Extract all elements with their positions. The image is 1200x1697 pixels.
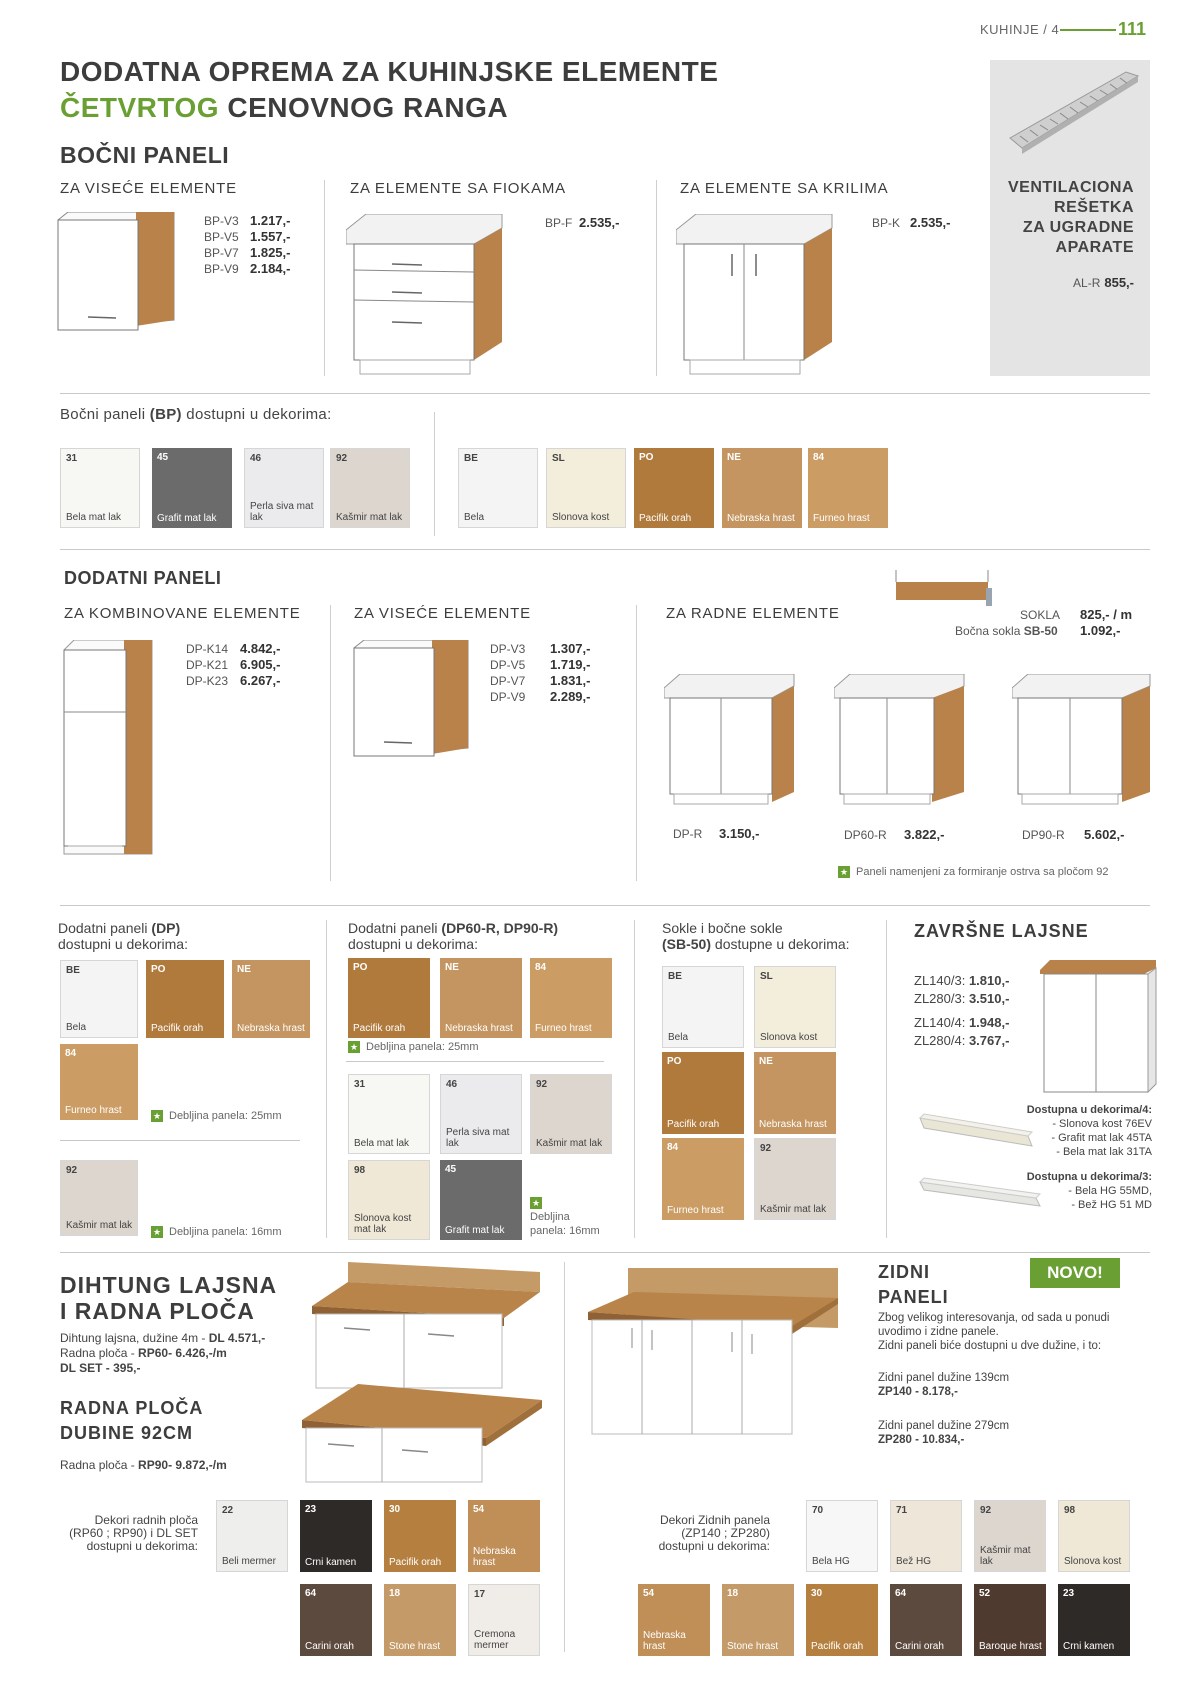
rp90-text: Radna ploča - RP90- 9.872,-/m	[60, 1458, 227, 1472]
bocni-hang-prices	[204, 213, 290, 277]
decor-code: 92	[66, 1165, 78, 1176]
decor-swatch	[384, 1584, 456, 1656]
decor-swatch	[890, 1500, 962, 1572]
decor-code: 31	[354, 1079, 366, 1090]
decor-swatch	[60, 448, 140, 528]
vent-title: VENTILACIONA REŠETKA ZA UGRADNE APARATE	[1008, 179, 1134, 256]
divider	[564, 1262, 565, 1652]
decor-name: Furneo hrast	[535, 1023, 592, 1034]
decor-swatch	[634, 448, 714, 528]
decor-name: Slonova kost mat lak	[354, 1213, 412, 1235]
decor-name: Slonova kost	[552, 512, 610, 523]
divider	[60, 393, 1150, 394]
decor-swatch	[468, 1500, 540, 1572]
decor-swatch	[638, 1584, 710, 1656]
decor-code: 45	[157, 452, 169, 463]
decor-swatch	[244, 448, 324, 528]
decor-code: BE	[464, 453, 478, 464]
decor-name: Bež HG	[896, 1556, 932, 1567]
drawer-cabinet-illustration	[346, 214, 506, 379]
decor-swatch	[974, 1500, 1046, 1572]
decor-code: PO	[151, 964, 166, 975]
decor-swatch	[662, 1138, 744, 1220]
decor-name: Bela HG	[812, 1556, 850, 1567]
dihtung-text: Dihtung lajsna, dužine 4m - DL 4.571,- Radna ploča - RP60- 6.426,-/m DL SET - 395,-	[60, 1331, 266, 1375]
plinth-illustration	[892, 570, 996, 610]
work-cabinet-dp60-r	[834, 674, 970, 810]
bocni-title: BOČNI PANELI	[60, 142, 230, 168]
decor-swatch	[754, 1052, 836, 1134]
divider	[656, 180, 657, 376]
decor-name: Bela	[464, 512, 485, 523]
price-row: DP90-R 5.602,-	[1022, 827, 1125, 842]
decor-code: 22	[222, 1505, 234, 1516]
decor-name: Bela	[668, 1032, 689, 1043]
divider	[636, 605, 637, 881]
decor-code: 98	[354, 1165, 366, 1176]
rp90-title: RADNA PLOČA DUBINE 92CM	[60, 1398, 204, 1443]
decor-swatch	[216, 1500, 288, 1572]
section-label: KUHINJE / 4	[980, 22, 1060, 37]
vent-grille-illustration	[1006, 64, 1142, 164]
zp-decor-label: Dekori Zidnih panela (ZP140 ; ZP280) dostupni u dekorima:	[658, 1513, 770, 1553]
work-cabinet-dp-r	[664, 674, 800, 810]
decor-code: NE	[759, 1056, 773, 1067]
decor-swatch	[1058, 1500, 1130, 1572]
zidni-title: ZIDNI PANELI	[878, 1262, 949, 1307]
decor-name: Cremona mermer	[474, 1629, 516, 1651]
vent-price: AL-R 855,-	[1073, 275, 1134, 290]
decor-swatch	[60, 960, 138, 1038]
bocni-drawers-title: ZA ELEMENTE SA FIOKAMA	[350, 180, 566, 197]
decor-code: 92	[980, 1505, 992, 1516]
divider	[434, 412, 435, 536]
decor-code: PO	[667, 1056, 682, 1067]
bocni-hang-title: ZA VISEĆE ELEMENTE	[60, 180, 237, 197]
decor-swatch	[232, 960, 310, 1038]
price-row: ZL280/4: 3.767,-	[914, 1033, 1010, 1048]
decor-name: Pacifik orah	[639, 513, 692, 524]
work-cabinet-dp90-r	[1012, 674, 1152, 810]
decor-name: Pacifik orah	[811, 1641, 864, 1652]
decor-code: BE	[66, 965, 80, 976]
decor-name: Nebraska hrast	[473, 1546, 516, 1568]
title-line-2: ČETVRTOG CENOVNOG RANGA	[60, 92, 509, 123]
decor-code: BE	[668, 971, 682, 982]
decor-name: Kašmir mat lak	[66, 1220, 133, 1231]
price-row: DP60-R 3.822,-	[844, 827, 945, 842]
decor-swatch	[458, 448, 538, 528]
divider	[634, 920, 635, 1238]
decor-swatch	[754, 966, 836, 1048]
price-row: DP-K14 4.842,-	[186, 641, 281, 656]
divider	[60, 905, 1150, 906]
star-icon: ★	[839, 867, 849, 878]
decor-swatch	[146, 960, 224, 1038]
decor-name: Kašmir mat lak	[980, 1545, 1031, 1567]
decor-swatch	[662, 1052, 744, 1134]
decor-name: Bela	[66, 1022, 87, 1033]
decor-code: 52	[979, 1588, 991, 1599]
decor-swatch	[330, 448, 410, 528]
rp-decor-label: Dekori radnih ploča (RP60 ; RP90) i DL SET dostupni u dekorima:	[69, 1513, 198, 1553]
decor-name: Perla siva mat lak	[250, 501, 314, 523]
decor-swatch	[384, 1500, 456, 1572]
decor-swatch	[152, 448, 232, 528]
decor-name: Carini orah	[895, 1641, 944, 1652]
side-sokla-label: Bočna sokla SB-50	[955, 624, 1058, 638]
decor-name: Grafit mat lak	[445, 1225, 505, 1236]
decor-swatch	[60, 1044, 138, 1120]
decor-swatch	[806, 1500, 878, 1572]
door-cabinet-illustration	[676, 214, 836, 379]
work-note: ★ Paneli namenjeni za formiranje ostrva sa pločom 92	[839, 866, 1109, 878]
zidni-text: Zbog velikog interesovanja, od sada u ponudi uvodimo i zidne panele. Zidni paneli biće dostupni u dve dužine, i to: Zidni panel dužine 139cm ZP140 - 8.178,- Zidni panel dužine 279cm ZP280 - 10.834,-	[878, 1312, 1110, 1446]
decor-swatch	[440, 958, 522, 1038]
decor-name: Bela mat lak	[354, 1138, 410, 1149]
bocni-doors-title: ZA ELEMENTE SA KRILIMA	[680, 180, 889, 197]
decor-code: NE	[727, 452, 741, 463]
price-row: ZL140/3: 1.810,-	[914, 973, 1010, 988]
hanging-cabinet-illustration	[352, 640, 472, 762]
decor-swatch	[348, 1160, 430, 1240]
decor-name: Kašmir mat lak	[336, 512, 403, 523]
vent-box	[990, 60, 1150, 376]
decor-swatch	[808, 448, 888, 528]
decor-swatch	[530, 958, 612, 1038]
decor-code: 31	[66, 453, 78, 464]
dodatni-work-title: ZA RADNE ELEMENTE	[666, 605, 840, 622]
decor-swatch	[300, 1584, 372, 1656]
decor-code: PO	[639, 452, 654, 463]
decor-code: 46	[446, 1079, 458, 1090]
decor-swatch	[722, 448, 802, 528]
sokle-decor-title: Sokle i bočne sokle (SB-50) dostupne u dekorima:	[662, 920, 850, 952]
divider	[326, 920, 327, 1238]
decor-name: Kašmir mat lak	[536, 1138, 603, 1149]
price-row: DP-R 3.150,-	[673, 826, 760, 841]
decor-code: NE	[237, 964, 251, 975]
dodatni-title: DODATNI PANELI	[64, 568, 222, 588]
decor-name: Nebraska hrast	[237, 1023, 305, 1034]
decor-code: SL	[760, 971, 773, 982]
side-sokla-price: 1.092,-	[1080, 623, 1121, 638]
novo-badge: NOVO!	[1030, 1258, 1120, 1288]
tall-cabinet-illustration	[60, 640, 156, 860]
decor-name: Nebraska hrast	[727, 513, 795, 524]
decor-swatch	[300, 1500, 372, 1572]
page-header	[980, 20, 1155, 40]
price-row: BP-V3 1.217,-	[204, 213, 291, 228]
price-row: BP-V9 2.184,-	[204, 261, 291, 276]
decor-name: Carini orah	[305, 1641, 354, 1652]
price-row: DP-V9 2.289,-	[490, 689, 591, 704]
lajsne-decor4: Dostupna u dekorima/4: - Slonova kost 76EV - Grafit mat lak 45TA - Bela mat lak 31TA	[1026, 1104, 1152, 1158]
worktop-with-seal-illustration	[308, 1262, 548, 1392]
title-line-1: DODATNA OPREMA ZA KUHINJSKE ELEMENTE	[60, 56, 719, 87]
trim-strip-4-illustration	[918, 1110, 1038, 1150]
lajsne-title: ZAVRŠNE LAJSNE	[914, 921, 1089, 941]
divider	[60, 1252, 1150, 1253]
price-row: ZL140/4: 1.948,-	[914, 1015, 1010, 1030]
dodatni-komb-prices	[186, 641, 280, 689]
decor-swatch	[722, 1584, 794, 1656]
decor-name: Bela mat lak	[66, 512, 122, 523]
decor-name: Stone hrast	[389, 1641, 441, 1652]
price-row: DP-V5 1.719,-	[490, 657, 591, 672]
decor-name: Slonova kost	[1064, 1556, 1122, 1567]
divider	[886, 920, 887, 1238]
price-row: BP-V5 1.557,-	[204, 229, 291, 244]
decor-swatch	[974, 1584, 1046, 1656]
decor-swatch	[440, 1074, 522, 1154]
sokla-label: SOKLA	[1020, 608, 1061, 622]
dp-note-16: ★ Debljina panela: 16mm	[152, 1226, 282, 1238]
dihtung-title: DIHTUNG LAJSNA I RADNA PLOČA	[60, 1272, 278, 1324]
divider	[324, 180, 325, 376]
decor-name: Baroque hrast	[979, 1641, 1042, 1652]
price-row: BP-V7 1.825,-	[204, 245, 291, 260]
decor-code: 92	[336, 453, 348, 464]
dp-decor-title: Dodatni paneli (DP) dostupni u dekorima:	[58, 920, 188, 952]
decor-swatch	[1058, 1584, 1130, 1656]
decor-name: Pacifik orah	[151, 1023, 204, 1034]
dpr-note-16: ★ Debljina panela: 16mm	[530, 1198, 600, 1237]
decor-name: Pacifik orah	[667, 1119, 720, 1130]
dpr-note-25: ★ Debljina panela: 25mm	[349, 1041, 479, 1053]
decor-name: Furneo hrast	[65, 1105, 122, 1116]
dp-note-25: ★ Debljina panela: 25mm	[152, 1110, 282, 1122]
divider	[330, 605, 331, 881]
divider	[60, 1140, 300, 1141]
decor-code: 92	[760, 1143, 772, 1154]
decor-swatch	[60, 1160, 138, 1236]
decor-name: Furneo hrast	[813, 513, 870, 524]
price-row: ZL280/3: 3.510,-	[914, 991, 1010, 1006]
decor-name: Nebraska hrast	[445, 1023, 513, 1034]
wall-unit-with-trim-illustration	[1040, 960, 1160, 1098]
decor-code: 92	[536, 1079, 548, 1090]
price-row: DP-V3 1.307,-	[490, 641, 591, 656]
page-title	[60, 54, 718, 126]
decor-code: 18	[389, 1588, 401, 1599]
decor-swatch	[806, 1584, 878, 1656]
header-rule	[1060, 29, 1116, 31]
bp-decor-label: Bočni paneli (BP) dostupni u dekorima:	[60, 406, 332, 423]
decor-name: Stone hrast	[727, 1641, 779, 1652]
decor-name: Crni kamen	[1063, 1641, 1115, 1652]
decor-code: 23	[305, 1504, 317, 1515]
price-row: BP-F 2.535,-	[545, 215, 620, 230]
decor-code: 98	[1064, 1505, 1076, 1516]
star-icon: ★	[152, 1111, 162, 1122]
dodatni-komb-title: ZA KOMBINOVANE ELEMENTE	[64, 605, 301, 622]
price-row: BP-K 2.535,-	[872, 215, 951, 230]
decor-name: Nebraska hrast	[759, 1119, 827, 1130]
lajsne-decor3: Dostupna u dekorima/3: - Bela HG 55MD, - Bež HG 51 MD	[1026, 1171, 1152, 1211]
decor-swatch	[468, 1584, 540, 1656]
decor-name: Perla siva mat lak	[446, 1127, 510, 1149]
price-row: DP-V7 1.831,-	[490, 673, 591, 688]
price-row: DP-K23 6.267,-	[186, 673, 281, 688]
hanging-cabinet-illustration	[56, 212, 176, 337]
decor-name: Nebraska hrast	[643, 1630, 686, 1652]
decor-name: Beli mermer	[222, 1556, 276, 1567]
decor-code: NE	[445, 962, 459, 973]
decor-swatch	[348, 1074, 430, 1154]
decor-name: Furneo hrast	[667, 1205, 724, 1216]
decor-name: Crni kamen	[305, 1557, 357, 1568]
decor-name: Pacifik orah	[353, 1023, 406, 1034]
decor-code: 46	[250, 453, 262, 464]
price-row: DP-K21 6.905,-	[186, 657, 281, 672]
star-icon: ★	[152, 1227, 162, 1238]
dodatni-hang-title: ZA VISEĆE ELEMENTE	[354, 605, 531, 622]
page-number: 111	[1118, 19, 1147, 39]
star-icon: ★	[349, 1042, 359, 1053]
decor-swatch	[662, 966, 744, 1048]
decor-code: 30	[811, 1588, 823, 1599]
decor-name: Pacifik orah	[389, 1557, 442, 1568]
wall-panel-illustration	[584, 1268, 854, 1436]
worktop-92-illustration	[298, 1384, 548, 1484]
decor-swatch	[530, 1074, 612, 1154]
decor-code: 23	[1063, 1588, 1075, 1599]
decor-code: 18	[727, 1588, 739, 1599]
divider	[346, 1061, 604, 1062]
decor-code: 84	[667, 1142, 679, 1153]
decor-swatch	[546, 448, 626, 528]
decor-code: 64	[895, 1588, 907, 1599]
decor-code: 71	[896, 1505, 908, 1516]
decor-code: 64	[305, 1588, 317, 1599]
sokla-price: 825,- / m	[1080, 607, 1133, 622]
decor-code: SL	[552, 453, 565, 464]
decor-code: 84	[813, 452, 825, 463]
decor-code: 84	[535, 962, 547, 973]
decor-swatch	[440, 1160, 522, 1240]
decor-swatch	[754, 1138, 836, 1220]
decor-code: 54	[643, 1588, 655, 1599]
decor-name: Slonova kost	[760, 1032, 818, 1043]
lajsne-prices	[914, 972, 1009, 1050]
decor-name: Kašmir mat lak	[760, 1204, 827, 1215]
decor-name: Grafit mat lak	[157, 513, 217, 524]
decor-code: 84	[65, 1048, 77, 1059]
decor-code: 70	[812, 1505, 824, 1516]
decor-code: 54	[473, 1504, 485, 1515]
star-icon: ★	[531, 1198, 541, 1209]
decor-code: 17	[474, 1589, 486, 1600]
decor-code: 45	[445, 1164, 457, 1175]
decor-code: PO	[353, 962, 368, 973]
divider	[60, 549, 1150, 550]
decor-code: 30	[389, 1504, 401, 1515]
decor-swatch	[890, 1584, 962, 1656]
decor-swatch	[348, 958, 430, 1038]
dodatni-hang-prices	[490, 641, 590, 705]
dpr-decor-title: Dodatni paneli (DP60-R, DP90-R) dostupni u dekorima:	[348, 920, 559, 952]
